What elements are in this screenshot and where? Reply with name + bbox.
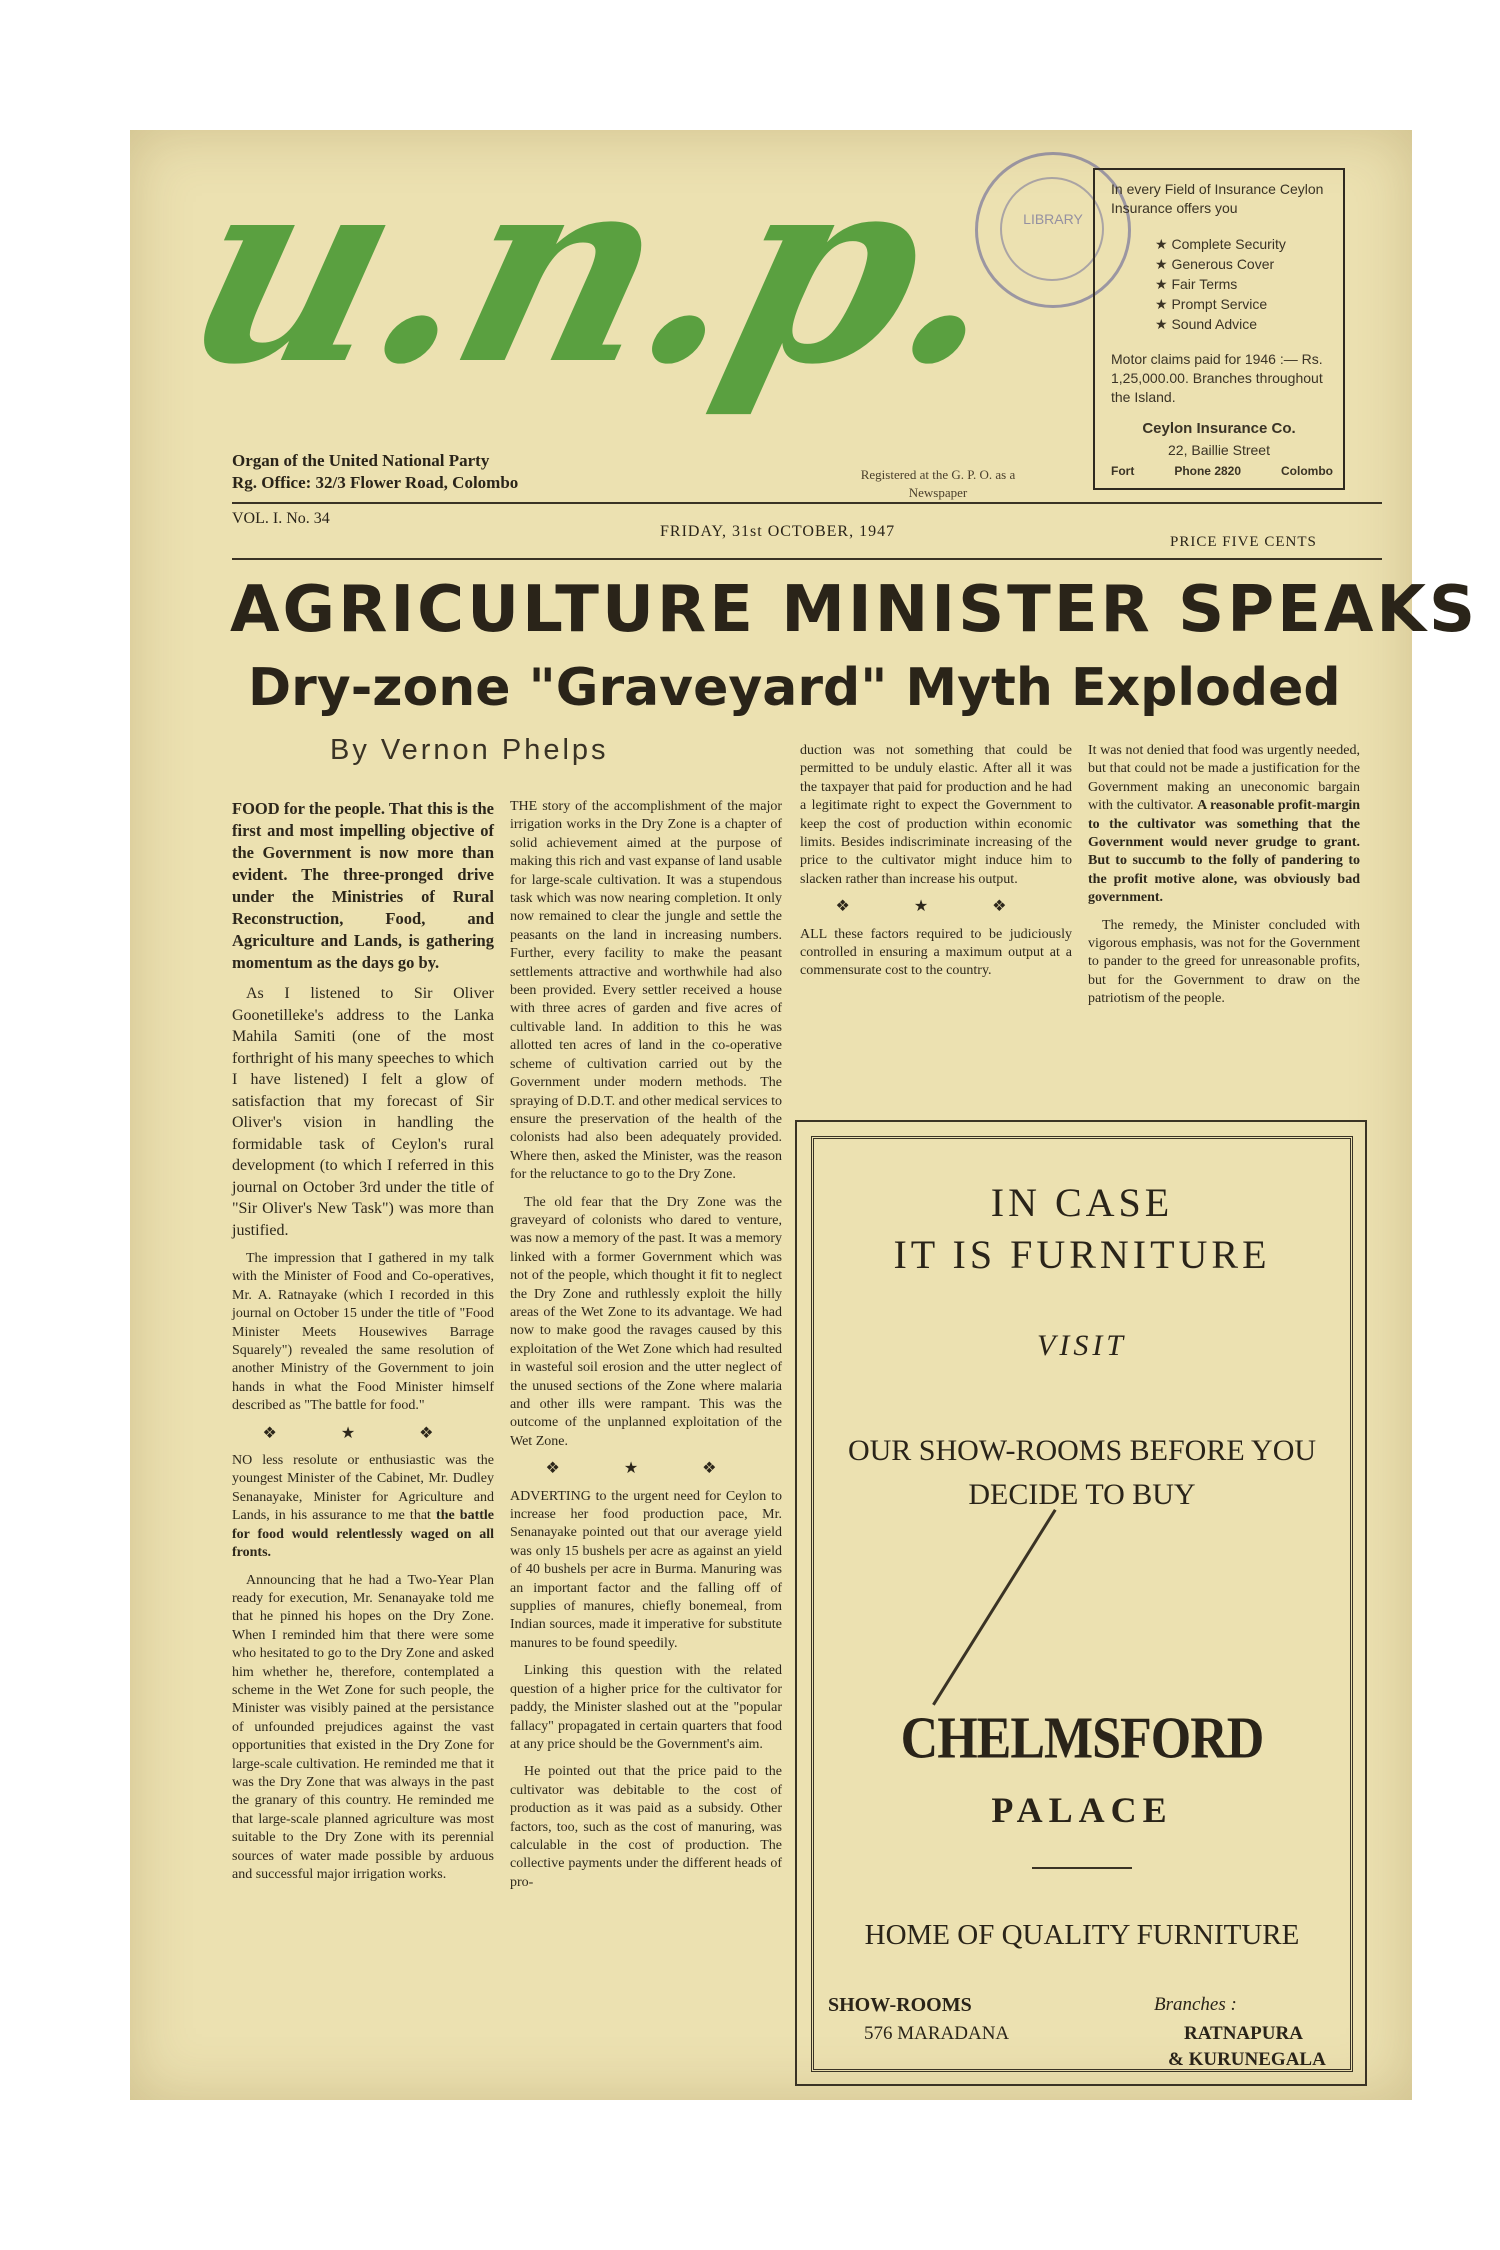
article-paragraph: It was not denied that food was urgently needed, but that could not be made a justification for the Government making an uneconomic bargain with the cultivator. A reasonable profit-margin to the cultivator was something that the Government would never grudge to grant. But to succumb to the folly of pandering to the profit motive alone, was obviously bad government.	[1088, 743, 1360, 906]
article-paragraph: The remedy, the Minister concluded with vigorous emphasis, was not for the Government to pander to the greed for unreasonable profits, but for the Government to draw on the patriotism of the people.	[1088, 917, 1360, 1007]
article-paragraph: As I listened to Sir Oliver Goonetilleke's address to the Lanka Mahila Samiti (one of the most forthright of his many speeches to which I have listened) I felt a glow of satisfaction that my forecast of Sir Oliver's vision in handling the formidable task of Ceylon's rural development (to which I referred in this journal on October 3rd under the title of "Sir Oliver's New Task") was more than justified.	[232, 985, 494, 1239]
insurance-item: ★ Generous Cover	[1155, 256, 1275, 272]
dateline-rule-bottom	[232, 558, 1382, 560]
insurance-intro: In every Field of Insurance Ceylon Insurance offers you	[1111, 181, 1324, 216]
article-paragraph: NO less resolute or enthusiastic was the youngest Minister of the Cabinet, Mr. Dudley Senanayake, Minister for Agriculture and Lands, in his assurance to me that the battle for food would relentlessly waged on all fronts.	[232, 1453, 495, 1561]
article-paragraph: duction was not something that could be permitted to be unduly elastic. After all it was the taxpayer that paid for production and he had a legitimate right to expect the Government to keep the cost of production within economic limits. Besides indiscriminate increasing of the price to the cultivator might induce him to slacken rather than increase his output.	[800, 743, 1072, 887]
organ-line	[232, 450, 518, 494]
ad-showrooms-label: SHOW-ROOMS	[828, 1994, 972, 2016]
insurance-fort: Fort	[1111, 464, 1135, 478]
article-paragraph: Linking this question with the related question of a higher price for the cultivator for paddy, the Minister slashed out at the "popular fallacy" propagated in certain quarters that food at any price should be the Government's aim.	[510, 1663, 782, 1752]
star-icon: ★	[1155, 316, 1172, 332]
ad-visit: VISIT	[1037, 1329, 1127, 1362]
stamp-inner-ring	[1000, 177, 1104, 281]
ad-branches-label: Branches :	[1154, 1994, 1237, 2015]
article-paragraph: Announcing that he had a Two-Year Plan ready for execution, Mr. Senanayake told me that he pinned his hopes on the Dry Zone. When I reminded him that there were some who hesitated to go to the Dry Zone and asked him whether he, therefore, contemplated a scheme in the Wet Zone for such people, the Minister was visibly pained at the persistance of unfounded prejudices against the vast opportunities that existed in the Dry Zone for large-scale cultivation. He reminded me that it was the Dry Zone that was always in the past the granary of this country. He reminded me that large-scale planned agriculture was most suitable to the Dry Zone with its perennial sources of water made possible by arduous and successful major irrigation works.	[232, 1572, 494, 1882]
ad-line-furniture: IT IS FURNITURE	[893, 1232, 1271, 1277]
office-line-text: Rg. Office: 32/3 Flower Road, Colombo	[232, 473, 519, 492]
star-icon: ★	[1155, 236, 1172, 252]
section-divider-stars: ❖ ★ ❖	[262, 1424, 464, 1442]
section-divider-stars: ❖ ★ ❖	[835, 898, 1037, 916]
insurance-ad	[1093, 168, 1345, 490]
insurance-contact	[1111, 464, 1333, 478]
headline: AGRICULTURE MINISTER SPEAKS	[230, 573, 1479, 647]
article-paragraph: THE story of the accomplishment of the major irrigation works in the Dry Zone is a chapter of solid achievement aimed at the purpose of making this rich and vast expanse of land usable for large-scale cultivation. It was a stupendous task which was now nearing completion. It only now remained to clear the jungle and settle the peasants on the land in increasing numbers. Further, every facility to make the peasant settlements attractive and worthwhile had also been provided. Every settler received a house with three acres of garden and five acres of cultivable land. In addition to this he was allotted ten acres of land in the co-operative scheme of cultivation carried out by the Government under modern methods. The spraying of D.D.T. and other medical services to ensure the preservation of the health of the colonists had also been adequately provided. Where then, asked the Minister, was the reason for the reluctance to go to the Dry Zone.	[510, 799, 782, 1183]
ad-arrow-line	[932, 1509, 1056, 1706]
article-column-4	[1088, 742, 1360, 1018]
article-paragraph: The impression that I gathered in my talk with the Minister of Food and Co-operatives, Mr. A. Ratnayake (which I recorded in this journal on October 15 under the title of "Food Minister Meets Housewives Barrage Squarely") revealed the same resolution of another Ministry of the Government to join hands in what the Food Minister himself described as "The battle for food."	[232, 1251, 494, 1414]
lead-paragraph: FOOD for the people. That this is the first and most impelling objective of the Government is now more than evident. The three-pronged drive under the Ministries of Rural Reconstruction, Food, and Agriculture and Lands, is gathering momentum as the days go by.	[232, 799, 494, 972]
ad-shop-name: CHELMSFORD	[900, 1705, 1264, 1772]
organ-line-text: Organ of the United National Party	[232, 451, 490, 470]
issue-date: FRIDAY, 31st OCTOBER, 1947	[660, 523, 896, 540]
furniture-ad-frame	[811, 1136, 1353, 2072]
ad-branch-1: RATNAPURA	[1184, 2023, 1303, 2044]
insurance-address: 22, Baillie Street	[1168, 442, 1270, 458]
article-paragraph: He pointed out that the price paid to the cultivator was debitable to the cost of production as it was paid as a subsidy. Other factors, too, such as the cost of manuring, was calculable in the cost of production. The collective payments under the different heads of pro-	[510, 1764, 782, 1890]
article-column-1	[232, 798, 494, 1893]
ad-showrooms-line: OUR SHOW-ROOMS BEFORE YOU DECIDE TO BUY	[847, 1434, 1317, 1511]
ad-divider	[1032, 1867, 1132, 1869]
newspaper-page	[130, 117, 1479, 2100]
subheadline: Dry-zone "Graveyard" Myth Exploded	[248, 658, 1341, 718]
ad-showrooms-address: 576 MARADANA	[864, 2023, 1010, 2044]
insurance-city: Colombo	[1281, 464, 1333, 478]
star-icon: ★	[1155, 276, 1172, 292]
masthead-logo: u.n.p.	[162, 117, 1034, 422]
issue-price: PRICE FIVE CENTS	[1170, 534, 1317, 550]
insurance-claims: Motor claims paid for 1946 :— Rs. 1,25,000.00. Branches throughout the Island.	[1111, 351, 1323, 405]
insurance-company: Ceylon Insurance Co.	[1142, 420, 1296, 437]
stamp-text: LIBRARY	[1023, 211, 1083, 227]
insurance-list	[1155, 234, 1335, 334]
ad-line-in-case: IN CASE	[990, 1180, 1174, 1225]
insurance-item: ★ Complete Security	[1155, 236, 1286, 252]
section-divider-stars: ❖ ★ ❖	[545, 1460, 747, 1478]
registered-note: Registered at the G. P. O. as a Newspaper	[860, 467, 1016, 500]
byline: By Vernon Phelps	[330, 734, 609, 766]
insurance-item: ★ Fair Terms	[1155, 276, 1238, 292]
star-icon: ★	[1155, 256, 1172, 272]
volume-number: VOL. I. No. 34	[232, 510, 330, 527]
article-paragraph: The old fear that the Dry Zone was the graveyard of colonists who dared to venture, was now a memory of the past. It was a memory linked with a former Government which was not of the people, which thought it fit to neglect the Dry Zone and ruthlessly exploit the hilly areas of the Wet Zone to its advantage. We had now to make good the ravages caused by this exploitation of the Wet Zone which had resulted in wasteful soil erosion and the utter neglect of the unused sections of the Zone where malaria and other ills were rampant. This was the outcome of the unplanned exploitation of the Wet Zone.	[510, 1194, 782, 1449]
star-icon: ★	[1155, 296, 1172, 312]
article-column-3	[800, 742, 1072, 990]
furniture-ad	[795, 1120, 1367, 2086]
article-paragraph: ALL these factors required to be judiciously controlled in ensuring a maximum output at a commensurate cost to the country.	[800, 926, 1072, 979]
insurance-item: ★ Prompt Service	[1155, 296, 1268, 312]
article-paragraph: ADVERTING to the urgent need for Ceylon to increase her food production pace, Mr. Senanayake pointed out that our average yield was only 15 bushels per acre as against an yield of 40 bushels per acre in Burma. Manuring was an important factor and the falling off of supplies of manures, chiefly bonemeal, from Indian sources, made it imperative for substitute manures to be found speedily.	[510, 1488, 782, 1651]
ad-shop-palace: PALACE	[991, 1790, 1173, 1830]
ad-branch-2: & KURUNEGALA	[1168, 2049, 1326, 2070]
dateline-rule-top	[232, 502, 1382, 504]
insurance-phone: Phone 2820	[1174, 464, 1242, 478]
insurance-item: ★ Sound Advice	[1155, 316, 1258, 332]
ad-tagline: HOME OF QUALITY FURNITURE	[864, 1919, 1300, 1951]
article-column-2	[510, 798, 782, 1901]
